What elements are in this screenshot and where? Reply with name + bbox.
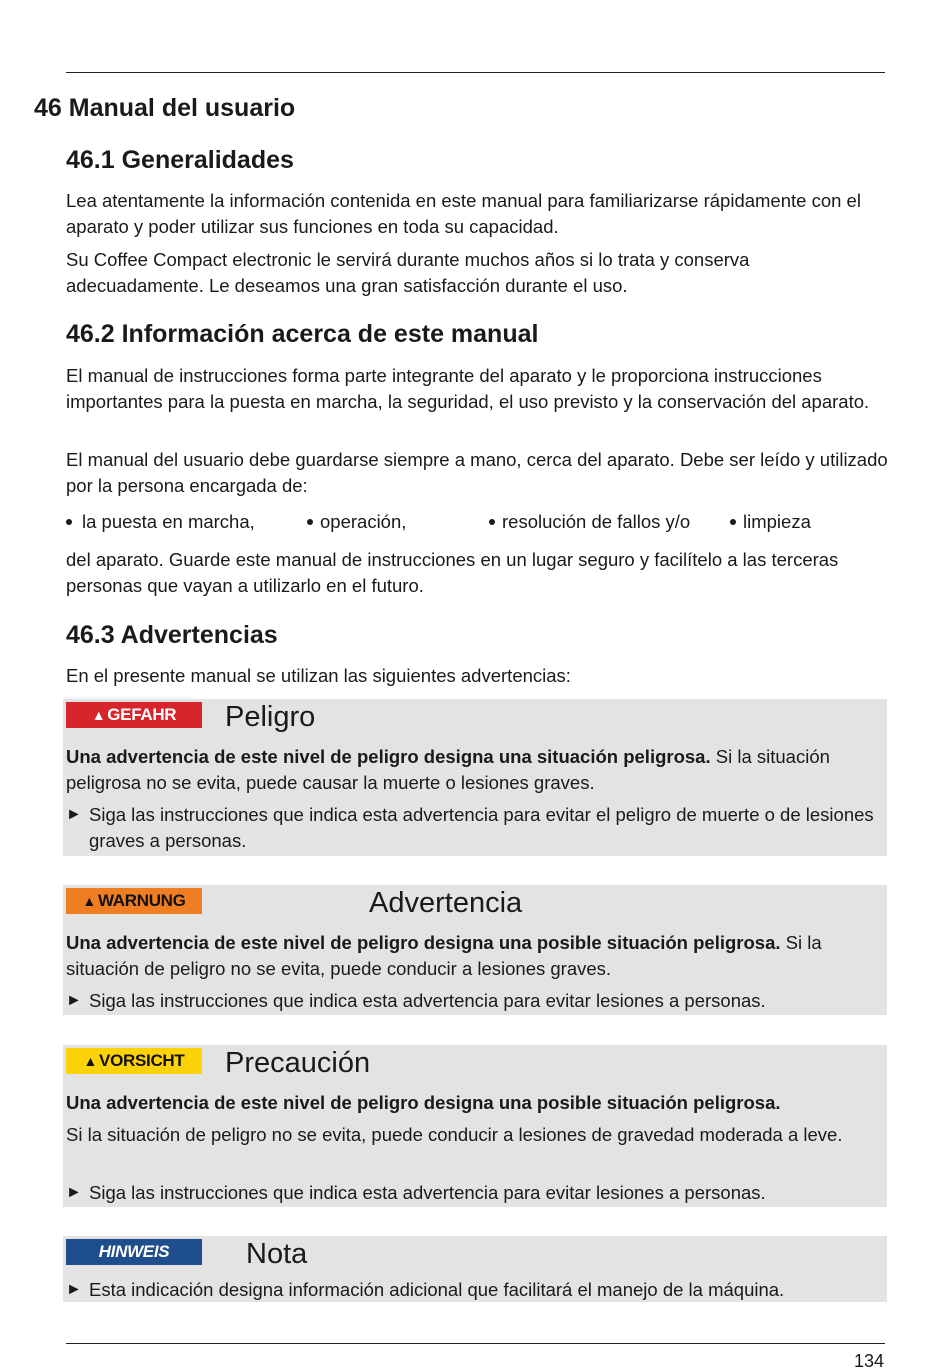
notice-box xyxy=(63,1236,887,1302)
arrow-icon: ► xyxy=(66,806,82,823)
bullet-list xyxy=(66,511,888,537)
warning-box-caution xyxy=(63,1045,887,1207)
list-item: limpieza xyxy=(730,511,811,533)
instruction-item: ► Esta indicación designa información adicional que facilitará el manejo de la máquina. xyxy=(66,1277,881,1303)
warning-triangle-icon: ▲ xyxy=(83,1053,98,1069)
section-title-informacion: 46.2 Información acerca de este manual xyxy=(66,320,539,348)
list-item: resolución de fallos y/o xyxy=(489,511,690,533)
warning-title: Precaución xyxy=(225,1047,371,1079)
chapter-title: 46 Manual del usuario xyxy=(34,94,296,122)
warning-triangle-icon: ▲ xyxy=(82,893,96,909)
top-rule xyxy=(66,72,885,73)
warning-title: Advertencia xyxy=(369,887,523,919)
warning-description: Una advertencia de este nivel de peligro designa una situación peligrosa. Si la situación peligrosa no se evita, puede causar la muerte o lesiones graves. xyxy=(66,746,830,793)
section-title-advertencias: 46.3 Advertencias xyxy=(66,621,278,649)
warning-box-danger xyxy=(63,699,887,856)
arrow-icon: ► xyxy=(66,1184,82,1201)
warning-box-warning xyxy=(63,885,887,1015)
warning-description: Si la situación de peligro no se evita, puede conducir a lesiones de gravedad moderada a leve. xyxy=(66,1124,843,1145)
bottom-rule xyxy=(66,1343,885,1344)
bullet-icon xyxy=(307,519,313,525)
caution-signal-word: ▲ VORSICHT xyxy=(66,1048,202,1074)
bullet-icon xyxy=(489,519,495,525)
list-item: operación, xyxy=(307,511,406,533)
instruction-item: ► Siga las instrucciones que indica esta advertencia para evitar lesiones a personas. xyxy=(66,1180,881,1206)
warning-description-bold: Una advertencia de este nivel de peligro designa una posible situación peligrosa. xyxy=(66,1092,781,1113)
arrow-icon: ► xyxy=(66,1281,82,1298)
warning-description: Una advertencia de este nivel de peligro designa una posible situación peligrosa. Si la situación de peligro no se evita, puede conducir a lesiones graves. xyxy=(66,932,822,979)
notice-signal-word: HINWEIS xyxy=(66,1239,202,1265)
notice-title: Nota xyxy=(246,1238,308,1270)
bullet-icon xyxy=(730,519,736,525)
warning-triangle-icon: ▲ xyxy=(91,707,106,723)
paragraph: El manual de instrucciones forma parte integrante del aparato y le proporciona instrucciones importantes para la puesta en marcha, la seguridad, el uso previsto y la conservación del aparato. xyxy=(66,365,870,412)
paragraph: Su Coffee Compact electronic le servirá durante muchos años si lo trata y conserva adecuadamente. Le deseamos una gran satisfacción durante el uso. xyxy=(66,249,750,296)
section-title-generalidades: 46.1 Generalidades xyxy=(66,146,294,174)
bullet-icon xyxy=(66,519,72,525)
instruction-item: ► Siga las instrucciones que indica esta advertencia para evitar el peligro de muerte o de lesiones graves a personas. xyxy=(66,804,874,851)
arrow-icon: ► xyxy=(66,992,82,1009)
warning-signal-word: ▲ WARNUNG xyxy=(66,888,202,914)
danger-signal-word: ▲ GEFAHR xyxy=(66,702,202,728)
warning-title: Peligro xyxy=(225,701,316,733)
paragraph: del aparato. Guarde este manual de instrucciones en un lugar seguro y facilítelo a las terceras personas que vayan a utilizarlo en el futuro. xyxy=(66,549,839,596)
list-item: la puesta en marcha, xyxy=(66,511,255,533)
paragraph: En el presente manual se utilizan las siguientes advertencias: xyxy=(66,665,571,686)
page-number: 134 xyxy=(853,1351,884,1371)
instruction-item: ► Siga las instrucciones que indica esta advertencia para evitar lesiones a personas. xyxy=(66,988,881,1014)
paragraph: Lea atentamente la información contenida en este manual para familiarizarse rápidamente con el aparato y poder utilizar sus funciones en toda su capacidad. xyxy=(66,190,861,237)
paragraph: El manual del usuario debe guardarse siempre a mano, cerca del aparato. Debe ser leído y utilizado por la persona encargada de: xyxy=(66,449,888,496)
